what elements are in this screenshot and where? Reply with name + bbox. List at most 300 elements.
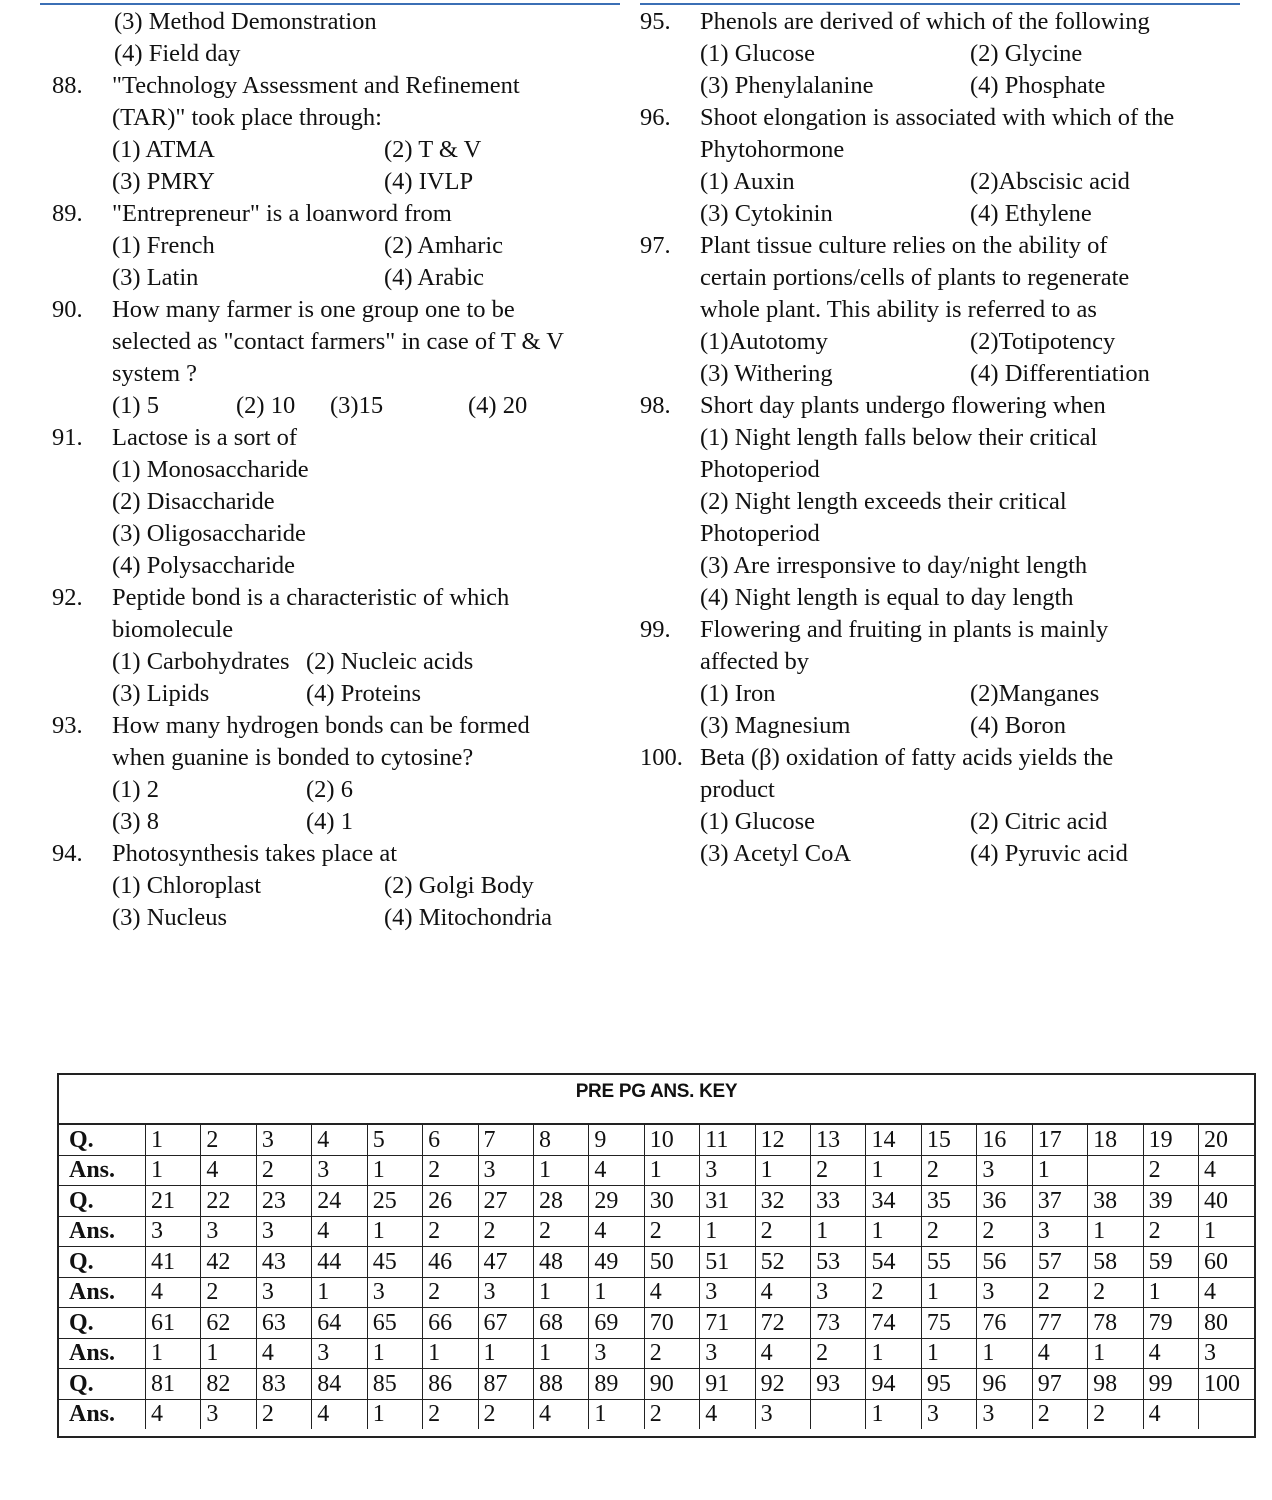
key-answer-cell: 2 [478, 1216, 533, 1247]
question-number: 96. [640, 104, 671, 131]
option: (1) Iron [700, 680, 776, 707]
key-answer-cell: 3 [1032, 1216, 1087, 1247]
option-row [700, 198, 1240, 230]
key-answer-cell: 1 [866, 1216, 921, 1247]
key-answer-cell: 2 [423, 1399, 478, 1429]
key-question-cell: 93 [811, 1369, 866, 1400]
key-question-cell: 41 [146, 1247, 201, 1278]
key-answer-row [59, 1338, 1254, 1369]
option: (3) Are irresponsive to day/night length [700, 552, 1088, 579]
key-answer-cell: 3 [977, 1399, 1032, 1429]
option-row [700, 422, 1240, 454]
key-answer-cell: 3 [201, 1216, 256, 1247]
key-answer-cell: 4 [146, 1277, 201, 1308]
key-question-cell: 62 [201, 1308, 256, 1339]
key-question-cell: 64 [312, 1308, 367, 1339]
key-answer-cell: 2 [977, 1216, 1032, 1247]
option: (3) 8 [112, 808, 159, 835]
key-question-cell: 78 [1088, 1308, 1143, 1339]
key-answer-cell: 3 [700, 1277, 755, 1308]
question-item [640, 742, 1240, 870]
key-question-cell: 24 [312, 1186, 367, 1217]
option: (1) Night length falls below their critical [700, 424, 1098, 451]
key-answer-cell: 4 [146, 1399, 201, 1429]
key-question-cell: 35 [921, 1186, 976, 1217]
key-answer-row [59, 1216, 1254, 1247]
key-ans-label: Ans. [59, 1155, 146, 1186]
option: (4) Pyruvic acid [970, 840, 1128, 867]
option-row [700, 70, 1240, 102]
key-question-cell: 71 [700, 1308, 755, 1339]
option: (4) Differentiation [970, 360, 1150, 387]
top-rule-left [40, 3, 620, 5]
key-q-label: Q. [59, 1125, 146, 1155]
option-row [112, 806, 612, 838]
key-answer-cell: 2 [811, 1338, 866, 1369]
key-question-row [59, 1125, 1254, 1155]
key-answer-cell: 3 [312, 1338, 367, 1369]
key-question-cell: 66 [423, 1308, 478, 1339]
key-question-cell: 58 [1088, 1247, 1143, 1278]
key-answer-cell: 2 [1032, 1399, 1087, 1429]
key-answer-cell: 1 [423, 1338, 478, 1369]
question-text: Phytohormone [700, 136, 845, 163]
option: (4) 1 [306, 808, 353, 835]
question-number: 94. [52, 840, 83, 867]
question-text: Beta (β) oxidation of fatty acids yields the [700, 744, 1114, 771]
question-text: "Entrepreneur" is a loanword from [112, 200, 452, 227]
key-answer-cell: 2 [423, 1216, 478, 1247]
key-answer-cell: 1 [367, 1399, 422, 1429]
question-number: 91. [52, 424, 83, 451]
option-row [700, 838, 1240, 870]
key-question-cell: 81 [146, 1369, 201, 1400]
option-row [112, 486, 612, 518]
key-question-cell: 13 [811, 1125, 866, 1155]
option: (1) Glucose [700, 808, 815, 835]
option: (4) Ethylene [970, 200, 1092, 227]
key-question-cell: 60 [1199, 1247, 1254, 1278]
question-text: Lactose is a sort of [112, 424, 298, 451]
key-answer-cell: 1 [367, 1338, 422, 1369]
key-question-cell: 32 [755, 1186, 810, 1217]
key-question-cell: 91 [700, 1369, 755, 1400]
key-answer-cell: 1 [146, 1338, 201, 1369]
key-answer-cell: 4 [589, 1155, 644, 1186]
option: Photoperiod [700, 520, 820, 547]
option-row [112, 774, 612, 806]
question-text: Peptide bond is a characteristic of which [112, 584, 510, 611]
key-question-cell: 14 [866, 1125, 921, 1155]
key-answer-cell: 1 [1143, 1277, 1198, 1308]
key-question-cell: 83 [256, 1369, 311, 1400]
key-question-cell: 1 [146, 1125, 201, 1155]
key-question-cell: 23 [256, 1186, 311, 1217]
key-answer-cell: 1 [589, 1399, 644, 1429]
question-number: 100. [640, 744, 683, 771]
question-item [52, 838, 612, 934]
key-answer-cell: 3 [312, 1155, 367, 1186]
key-question-cell: 74 [866, 1308, 921, 1339]
option: (2) 6 [306, 776, 353, 803]
key-answer-cell: 3 [700, 1338, 755, 1369]
option: (1) ATMA [112, 136, 215, 163]
option: (1)Autotomy [700, 328, 828, 355]
key-question-cell: 70 [644, 1308, 699, 1339]
key-question-cell: 53 [811, 1247, 866, 1278]
key-answer-cell: 3 [1199, 1338, 1254, 1369]
key-question-cell: 21 [146, 1186, 201, 1217]
key-question-cell: 34 [866, 1186, 921, 1217]
question-text: selected as "contact farmers" in case of T & V [112, 328, 564, 355]
key-question-cell: 77 [1032, 1308, 1087, 1339]
key-answer-cell: 2 [644, 1216, 699, 1247]
key-question-cell: 18 [1088, 1125, 1143, 1155]
option: (4) IVLP [384, 168, 474, 195]
key-question-cell: 29 [589, 1186, 644, 1217]
key-answer-cell: 1 [866, 1338, 921, 1369]
option-row [700, 326, 1240, 358]
key-answer-cell: 4 [1143, 1399, 1198, 1429]
key-answer-cell: 1 [1199, 1216, 1254, 1247]
key-ans-label: Ans. [59, 1399, 146, 1429]
key-question-cell: 97 [1032, 1369, 1087, 1400]
key-question-cell: 96 [977, 1369, 1032, 1400]
key-question-cell: 73 [811, 1308, 866, 1339]
top-rule-right [640, 3, 1240, 5]
option: (2) Night length exceeds their critical [700, 488, 1067, 515]
option-row [112, 262, 612, 294]
option-row [112, 390, 612, 422]
option-row [112, 134, 612, 166]
option: (2) 10 [236, 392, 296, 419]
key-answer-cell: 1 [589, 1277, 644, 1308]
option-row [700, 678, 1240, 710]
key-question-row [59, 1369, 1254, 1400]
option: (3) Withering [700, 360, 833, 387]
question-number: 92. [52, 584, 83, 611]
option: (1) Chloroplast [112, 872, 262, 899]
option-row [700, 710, 1240, 742]
option: (2) T & V [384, 136, 482, 163]
question-text: biomolecule [112, 616, 234, 643]
question-text: How many hydrogen bonds can be formed [112, 712, 530, 739]
key-answer-cell: 3 [589, 1338, 644, 1369]
option: (1) Carbohydrates [112, 648, 290, 675]
option-row [700, 358, 1240, 390]
key-answer-row [59, 1399, 1254, 1429]
question-text: whole plant. This ability is referred to as [700, 296, 1097, 323]
key-answer-cell: 1 [367, 1216, 422, 1247]
key-question-cell: 68 [533, 1308, 588, 1339]
option: (1) Auxin [700, 168, 795, 195]
option-row [700, 38, 1240, 70]
key-question-cell: 15 [921, 1125, 976, 1155]
key-question-cell: 11 [700, 1125, 755, 1155]
question-number: 88. [52, 72, 83, 99]
question-text: Flowering and fruiting in plants is mainly [700, 616, 1109, 643]
key-answer-cell: 4 [1199, 1155, 1254, 1186]
option-row [112, 902, 612, 934]
key-answer-cell: 3 [977, 1277, 1032, 1308]
key-question-cell: 43 [256, 1247, 311, 1278]
key-answer-cell: 4 [644, 1277, 699, 1308]
key-answer-cell: 1 [533, 1155, 588, 1186]
key-answer-cell: 2 [644, 1399, 699, 1429]
question-number: 95. [640, 8, 671, 35]
question-text: product [700, 776, 775, 803]
key-answer-cell: 2 [1088, 1277, 1143, 1308]
key-question-cell: 88 [533, 1369, 588, 1400]
key-answer-cell: 1 [533, 1338, 588, 1369]
key-answer-cell: 4 [1143, 1338, 1198, 1369]
key-question-cell: 75 [921, 1308, 976, 1339]
option: (4) Arabic [384, 264, 484, 291]
option: (3) Oligosaccharide [112, 520, 306, 547]
key-answer-cell: 1 [312, 1277, 367, 1308]
option-row [700, 582, 1240, 614]
key-question-cell: 46 [423, 1247, 478, 1278]
question-item [52, 198, 612, 294]
question-text: Shoot elongation is associated with which of the [700, 104, 1175, 131]
key-answer-cell: 3 [146, 1216, 201, 1247]
key-ans-label: Ans. [59, 1216, 146, 1247]
option: (3)15 [330, 392, 384, 419]
key-question-cell: 55 [921, 1247, 976, 1278]
key-answer-cell: 1 [977, 1338, 1032, 1369]
key-question-cell: 82 [201, 1369, 256, 1400]
key-answer-cell: 2 [1143, 1216, 1198, 1247]
option: Photoperiod [700, 456, 820, 483]
question-text: Plant tissue culture relies on the ability of [700, 232, 1108, 259]
option: (2) Nucleic acids [306, 648, 474, 675]
key-question-cell: 22 [201, 1186, 256, 1217]
key-q-label: Q. [59, 1247, 146, 1278]
key-question-cell: 40 [1199, 1186, 1254, 1217]
key-question-cell: 37 [1032, 1186, 1087, 1217]
key-answer-cell: 1 [866, 1155, 921, 1186]
key-answer-cell: 3 [201, 1399, 256, 1429]
key-answer-cell: 2 [256, 1155, 311, 1186]
option-row [112, 870, 612, 902]
option: (2)Abscisic acid [970, 168, 1130, 195]
answer-key-table [59, 1125, 1254, 1429]
option: (4) Phosphate [970, 72, 1106, 99]
option-row [700, 486, 1240, 518]
question-item [640, 390, 1240, 614]
option: (2)Manganes [970, 680, 1100, 707]
key-question-cell: 36 [977, 1186, 1032, 1217]
key-q-label: Q. [59, 1369, 146, 1400]
question-item [52, 70, 612, 198]
key-answer-cell: 3 [478, 1277, 533, 1308]
key-question-cell: 85 [367, 1369, 422, 1400]
key-question-cell: 16 [977, 1125, 1032, 1155]
question-item [640, 102, 1240, 230]
key-question-cell: 76 [977, 1308, 1032, 1339]
key-answer-cell: 2 [1143, 1155, 1198, 1186]
key-answer-cell: 1 [201, 1338, 256, 1369]
key-answer-cell: 1 [533, 1277, 588, 1308]
key-question-cell: 98 [1088, 1369, 1143, 1400]
option-row [112, 678, 612, 710]
option: (2) Amharic [384, 232, 504, 259]
key-question-cell: 94 [866, 1369, 921, 1400]
key-answer-cell: 3 [755, 1399, 810, 1429]
option: (3) Magnesium [700, 712, 851, 739]
key-question-row [59, 1308, 1254, 1339]
key-question-cell: 6 [423, 1125, 478, 1155]
key-question-cell: 45 [367, 1247, 422, 1278]
key-answer-cell: 1 [478, 1338, 533, 1369]
key-question-cell: 30 [644, 1186, 699, 1217]
option: (3) Lipids [112, 680, 210, 707]
option: (4) Field day [114, 40, 241, 67]
key-answer-cell [1199, 1399, 1254, 1429]
key-question-cell: 84 [312, 1369, 367, 1400]
key-question-cell: 26 [423, 1186, 478, 1217]
key-question-cell: 51 [700, 1247, 755, 1278]
key-answer-cell: 1 [811, 1216, 866, 1247]
key-question-cell: 44 [312, 1247, 367, 1278]
question-text: when guanine is bonded to cytosine? [112, 744, 474, 771]
key-question-cell: 67 [478, 1308, 533, 1339]
option: (4) Mitochondria [384, 904, 553, 931]
option-row [112, 230, 612, 262]
key-answer-cell: 4 [755, 1338, 810, 1369]
key-answer-cell: 1 [700, 1216, 755, 1247]
key-answer-cell: 2 [478, 1399, 533, 1429]
question-text: affected by [700, 648, 810, 675]
option: (4) 20 [468, 392, 528, 419]
question-text: Phenols are derived of which of the following [700, 8, 1150, 35]
key-answer-cell: 2 [811, 1155, 866, 1186]
key-answer-cell: 3 [478, 1155, 533, 1186]
key-question-cell: 95 [921, 1369, 976, 1400]
key-question-cell: 79 [1143, 1308, 1198, 1339]
key-answer-cell: 1 [644, 1155, 699, 1186]
option-row [112, 454, 612, 486]
option: (2) Golgi Body [384, 872, 534, 899]
key-question-cell: 80 [1199, 1308, 1254, 1339]
key-answer-cell: 2 [256, 1399, 311, 1429]
key-question-cell: 2 [201, 1125, 256, 1155]
answer-key [57, 1073, 1256, 1438]
key-question-cell: 69 [589, 1308, 644, 1339]
key-question-cell: 39 [1143, 1186, 1198, 1217]
key-question-cell: 28 [533, 1186, 588, 1217]
key-question-cell: 31 [700, 1186, 755, 1217]
key-answer-cell: 3 [811, 1277, 866, 1308]
key-question-cell: 72 [755, 1308, 810, 1339]
option: (2)Totipotency [970, 328, 1116, 355]
key-question-cell: 86 [423, 1369, 478, 1400]
option-row [114, 38, 612, 70]
key-question-cell: 50 [644, 1247, 699, 1278]
key-question-cell: 65 [367, 1308, 422, 1339]
question-number: 90. [52, 296, 83, 323]
option: (1) Glucose [700, 40, 815, 67]
key-answer-cell: 2 [423, 1277, 478, 1308]
key-question-cell: 61 [146, 1308, 201, 1339]
question-text: Short day plants undergo flowering when [700, 392, 1106, 419]
option: (1) 5 [112, 392, 159, 419]
option-row [112, 646, 612, 678]
key-answer-row [59, 1277, 1254, 1308]
key-ans-label: Ans. [59, 1277, 146, 1308]
question-number: 93. [52, 712, 83, 739]
option: (3) Latin [112, 264, 199, 291]
option-row [700, 518, 1240, 550]
key-question-row [59, 1247, 1254, 1278]
option: (2) Disaccharide [112, 488, 275, 515]
question-number: 98. [640, 392, 671, 419]
key-answer-cell: 1 [921, 1277, 976, 1308]
key-answer-cell: 2 [644, 1338, 699, 1369]
question-item [640, 230, 1240, 390]
key-question-cell: 52 [755, 1247, 810, 1278]
key-answer-cell: 1 [1088, 1338, 1143, 1369]
key-answer-cell: 3 [921, 1399, 976, 1429]
answer-key-title: PRE PG ANS. KEY [59, 1075, 1254, 1125]
question-text: How many farmer is one group one to be [112, 296, 515, 323]
key-answer-cell: 1 [866, 1399, 921, 1429]
option: (3) PMRY [112, 168, 215, 195]
key-question-cell: 92 [755, 1369, 810, 1400]
key-answer-cell: 1 [146, 1155, 201, 1186]
option-row [700, 166, 1240, 198]
option: (4) Proteins [306, 680, 421, 707]
option: (4) Polysaccharide [112, 552, 295, 579]
option: (2) Citric acid [970, 808, 1108, 835]
key-q-label: Q. [59, 1186, 146, 1217]
key-answer-cell: 2 [921, 1155, 976, 1186]
key-ans-label: Ans. [59, 1338, 146, 1369]
key-question-cell: 25 [367, 1186, 422, 1217]
key-question-cell: 100 [1199, 1369, 1254, 1400]
question-item [52, 710, 612, 838]
key-question-cell: 59 [1143, 1247, 1198, 1278]
key-question-cell: 27 [478, 1186, 533, 1217]
option: (3) Acetyl CoA [700, 840, 852, 867]
question-item [52, 422, 612, 582]
key-answer-cell: 4 [312, 1399, 367, 1429]
option-row [112, 518, 612, 550]
key-question-cell: 87 [478, 1369, 533, 1400]
key-answer-cell: 2 [1088, 1399, 1143, 1429]
key-answer-cell: 2 [866, 1277, 921, 1308]
key-question-cell: 8 [533, 1125, 588, 1155]
key-answer-cell: 4 [755, 1277, 810, 1308]
key-question-cell: 9 [589, 1125, 644, 1155]
key-answer-cell: 1 [367, 1155, 422, 1186]
key-answer-cell: 3 [256, 1277, 311, 1308]
key-question-cell: 33 [811, 1186, 866, 1217]
key-answer-cell: 3 [256, 1216, 311, 1247]
key-question-cell: 38 [1088, 1186, 1143, 1217]
question-text: certain portions/cells of plants to regenerate [700, 264, 1130, 291]
question-item [52, 6, 612, 70]
key-answer-cell: 1 [755, 1155, 810, 1186]
right-column [640, 6, 1240, 870]
key-answer-cell [1088, 1155, 1143, 1186]
key-question-cell: 10 [644, 1125, 699, 1155]
key-answer-cell: 4 [533, 1399, 588, 1429]
question-text: Photosynthesis takes place at [112, 840, 398, 867]
key-q-label: Q. [59, 1308, 146, 1339]
key-answer-cell: 2 [533, 1216, 588, 1247]
key-question-cell: 42 [201, 1247, 256, 1278]
